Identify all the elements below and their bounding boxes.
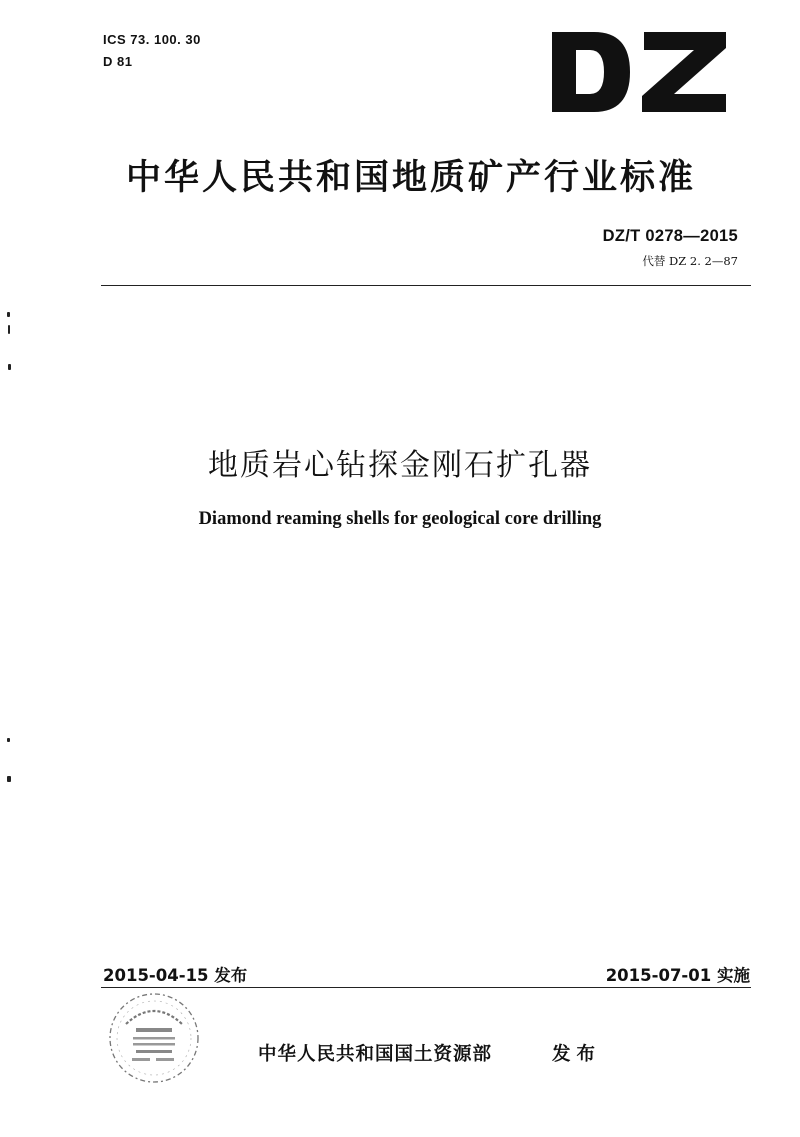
replaced-standard: 代替 DZ 2. 2—87 — [642, 254, 738, 268]
issue-date: 2015-04-15 发布 — [103, 966, 248, 985]
standard-category-title: 中华人民共和国地质矿产行业标准 — [125, 158, 696, 198]
issuing-authority: 中华人民共和国国土资源部 — [258, 1044, 493, 1065]
scan-mark — [7, 776, 11, 782]
footer-divider — [101, 987, 751, 988]
ics-code: ICS 73. 100. 30 — [103, 32, 201, 47]
header-divider — [101, 285, 751, 286]
scan-mark — [7, 312, 10, 317]
official-seal-stamp — [106, 990, 202, 1086]
classification-code: D 81 — [103, 54, 133, 69]
publish-label: 发布 — [552, 1044, 602, 1065]
scan-mark — [7, 738, 10, 742]
document-title-english: Diamond reaming shells for geological core drilling — [198, 509, 602, 529]
implementation-date: 2015-07-01 实施 — [605, 966, 750, 985]
scan-mark — [8, 325, 10, 334]
dz-logo — [548, 30, 728, 114]
scan-mark — [8, 364, 11, 370]
standard-number: DZ/T 0278—2015 — [602, 227, 738, 245]
document-title-chinese: 地质岩心钻探金刚石扩孔器 — [208, 448, 592, 483]
